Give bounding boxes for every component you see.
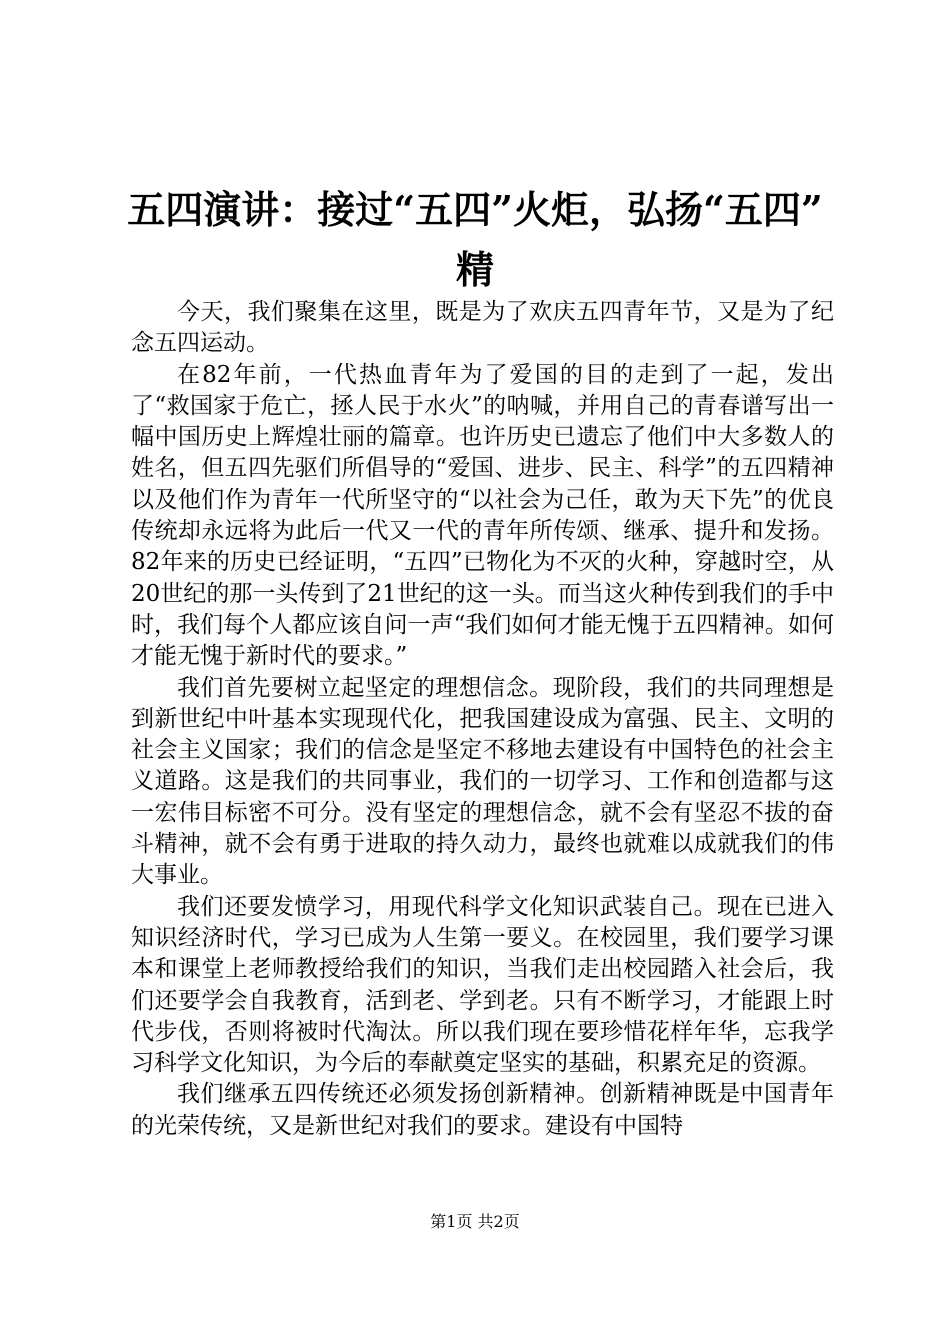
paragraph-3: 我们首先要树立起坚定的理想信念。现阶段，我们的共同理想是到新世纪中叶基本实现现代化，把我国建设成为富强、民主、文明的社会主义国家；我们的信念是坚定不移地去建设有中国特色的社会主义道路。这是我们的共同事业，我们的一切学习、工作和创造都与这一宏伟目标密不可分。没有坚定的理想信念，就不会有坚忍不拔的奋斗精神，就不会有勇于进取的持久动力，最终也就难以成就我们的伟大事业。 (131, 674, 834, 889)
paragraph-2: 在82年前，一代热血青年为了爱国的目的走到了一起，发出了“救国家于危亡，拯人民于水火”的呐喊，并用自己的青春谱写出一幅中国历史上辉煌壮丽的篇章。也许历史已遗忘了他们中大多数人的姓名，但五四先驱们所倡导的“爱国、进步、民主、科学”的五四精神以及他们作为青年一代所坚守的“以社会为己任，敢为天下先”的优良传统却永远将为此后一代又一代的青年所传颂、继承、提升和发扬。82年来的历史已经证明，“五四”已物化为不灭的火种，穿越时空，从20世纪的那一头传到了21世纪的这一头。而当这火种传到我们的手中时，我们每个人都应该自问一声“我们如何才能无愧于五四精神。如何才能无愧于新时代的要求。” (131, 361, 834, 670)
paragraph-5: 我们继承五四传统还必须发扬创新精神。创新精神既是中国青年的光荣传统，又是新世纪对我们的要求。建设有中国特 (131, 1081, 834, 1139)
page-number-footer: 第1页 共2页 (430, 1212, 520, 1231)
paragraph-1: 今天，我们聚集在这里，既是为了欢庆五四青年节，又是为了纪念五四运动。 (131, 299, 834, 357)
title-line-2: 精 (455, 247, 494, 292)
paragraph-4: 我们还要发愤学习，用现代科学文化知识武装自己。现在已进入知识经济时代，学习已成为人生第一要义。在校园里，我们要学习课本和课堂上老师教授给我们的知识，当我们走出校园踏入社会后，我们还要学会自我教育，活到老、学到老。只有不断学习，才能跟上时代步伐，否则将被时代淘汰。所以我们现在要珍惜花样年华，忘我学习科学文化知识，为今后的奉献奠定坚实的基础，积累充足的资源。 (131, 893, 834, 1077)
document-title (120, 180, 830, 300)
title-line-1: 五四演讲：接过“五四”火炬，弘扬“五四” (127, 187, 823, 232)
document-body (131, 297, 834, 1142)
